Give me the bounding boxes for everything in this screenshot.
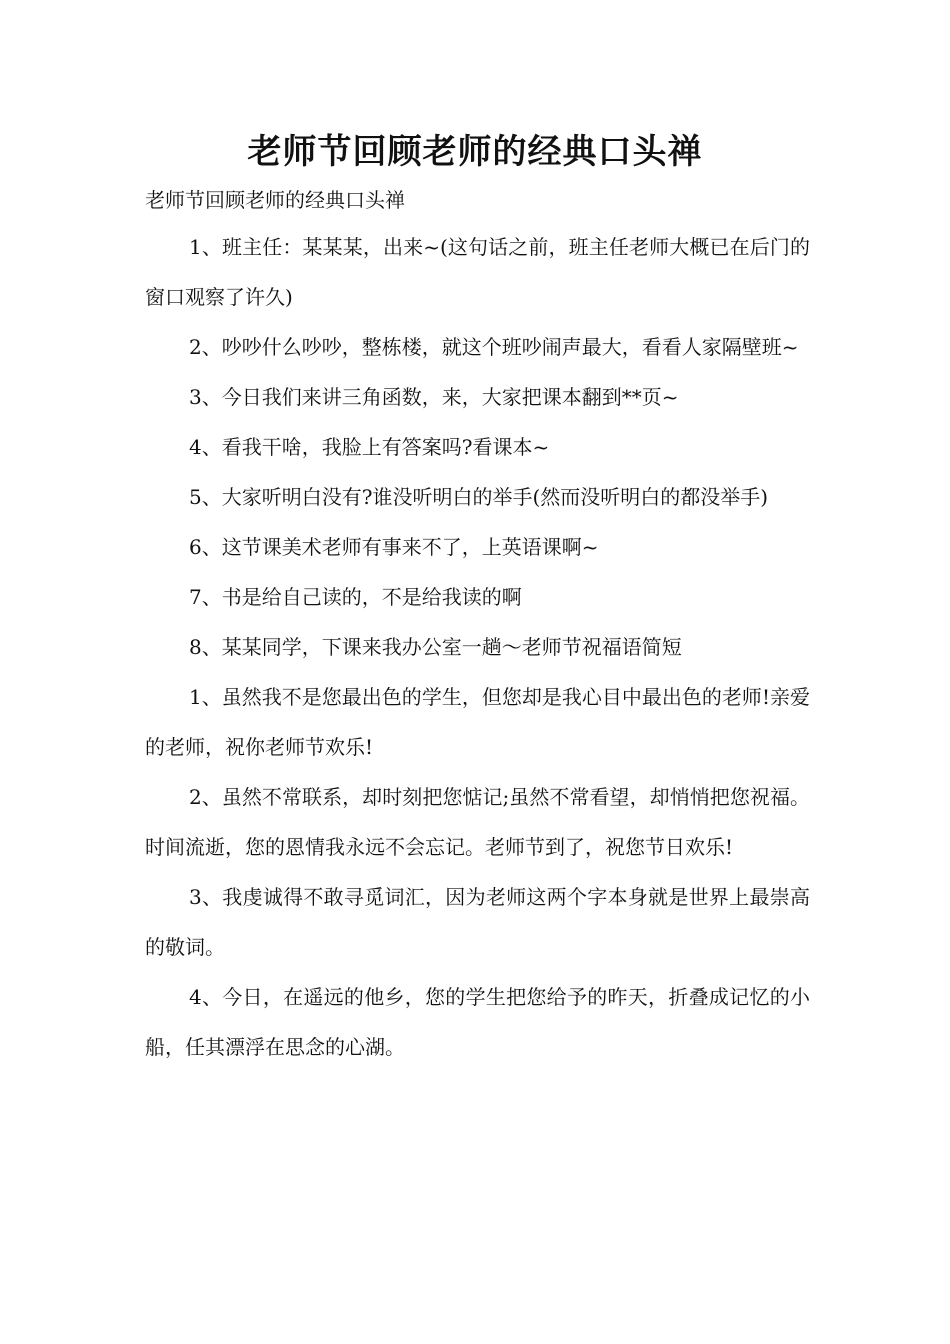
paragraph: 8、某某同学，下课来我办公室一趟～老师节祝福语简短 [189,635,682,659]
document-body [145,178,810,1072]
paragraph: 7、书是给自己读的，不是给我读的啊 [189,585,522,609]
paragraph: 1、虽然我不是您最出色的学生，但您却是我心目中最出色的老师!亲爱的老师，祝你老师节欢乐! [145,685,810,759]
paragraph: 6、这节课美术老师有事来不了，上英语课啊~ [189,535,599,559]
paragraph: 2、吵吵什么吵吵，整栋楼，就这个班吵闹声最大，看看人家隔壁班~ [189,335,799,359]
document-title: 老师节回顾老师的经典口头禅 [247,132,703,172]
document-subtitle: 老师节回顾老师的经典口头禅 [145,188,405,212]
paragraph: 2、虽然不常联系，却时刻把您惦记;虽然不常看望，却悄悄把您祝福。时间流逝，您的恩情我永远不会忘记。老师节到了，祝您节日欢乐! [145,785,810,859]
paragraph: 4、看我干啥，我脸上有答案吗?看课本~ [189,435,550,459]
paragraph: 4、今日，在遥远的他乡，您的学生把您给予的昨天，折叠成记忆的小船，任其漂浮在思念的心湖。 [145,985,810,1059]
paragraph: 3、今日我们来讲三角函数，来，大家把课本翻到**页~ [189,385,679,409]
paragraph: 3、我虔诚得不敢寻觅词汇，因为老师这两个字本身就是世界上最崇高的敬词。 [145,885,810,959]
paragraph: 1、班主任：某某某，出来~(这句话之前，班主任老师大概已在后门的窗口观察了许久) [145,235,810,309]
paragraph: 5、大家听明白没有?谁没听明白的举手(然而没听明白的都没举手) [189,485,769,509]
